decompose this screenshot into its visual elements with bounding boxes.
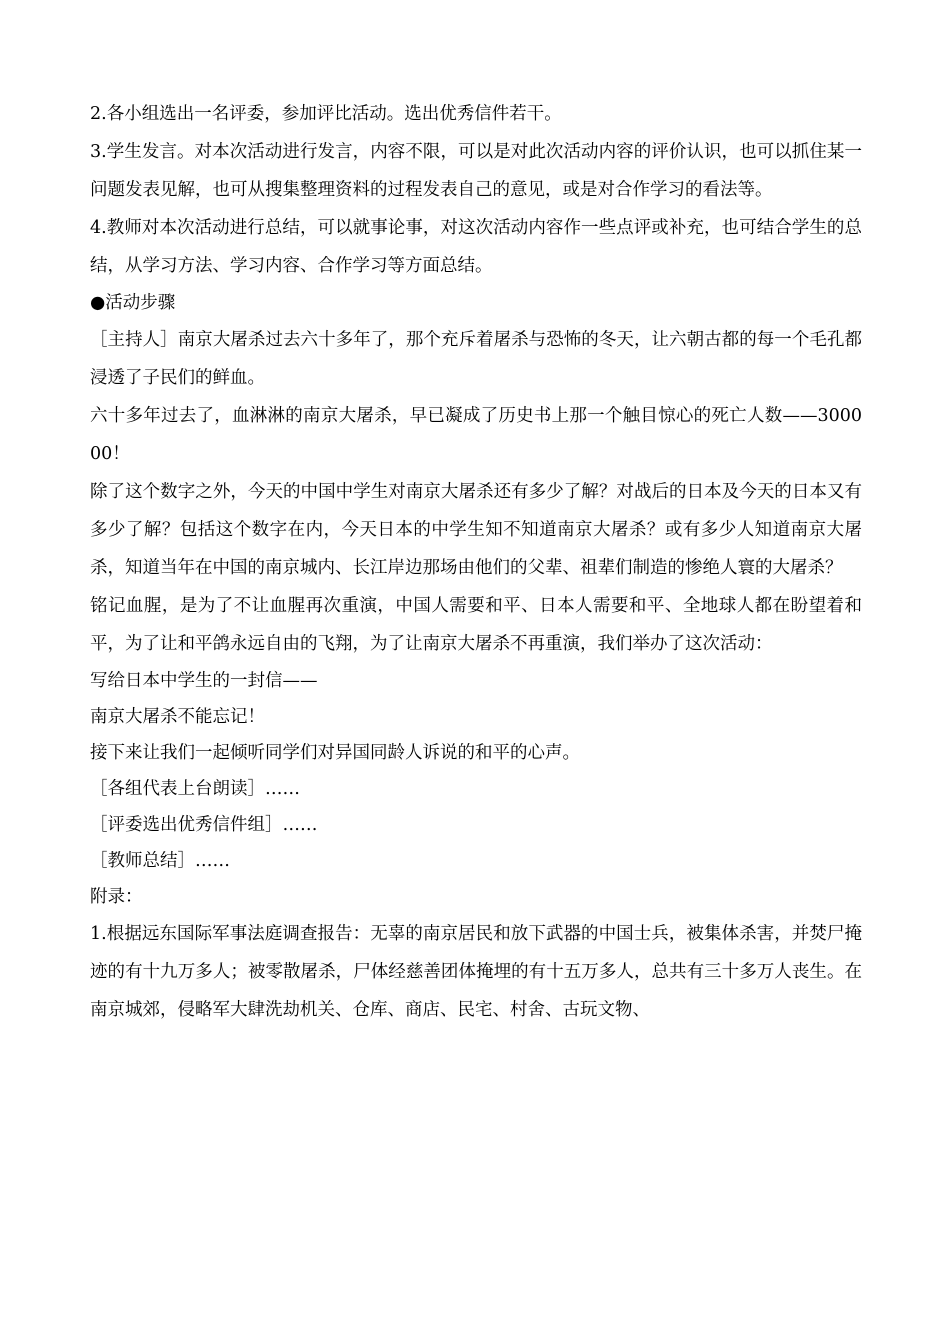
paragraph-never-forget: 南京大屠杀不能忘记！ (90, 707, 265, 727)
paragraph-appendix-1: 1.根据远东国际军事法庭调查报告：无辜的南京居民和放下武器的中国士兵，被集体杀害，并焚尸掩迹的有十九万多人；被零散屠杀，尸体经慈善团体掩埋的有十五万多人，总共有三十多万人丧生。在南京城郊，侵略军大肆洗劫机关、仓库、商店、民宅、村舍、古玩文物、 (90, 924, 862, 1020)
paragraph-listen: 接下来让我们一起倾听同学们对异国同龄人诉说的和平的心声。 (90, 743, 580, 763)
paragraph-teacher-summary: ［教师总结］…… (90, 851, 230, 871)
paragraph-letter-title: 写给日本中学生的一封信—— (90, 671, 318, 691)
paragraph-host-intro: ［主持人］南京大屠杀过去六十多年了，那个充斥着屠杀与恐怖的冬天，让六朝古都的每一个毛孔都浸透了子民们的鲜血。 (90, 330, 862, 388)
paragraph-step-3: 3.学生发言。对本次活动进行发言，内容不限，可以是对此次活动内容的评价认识，也可以抓住某一问题发表见解，也可从搜集整理资料的过程发表自己的意见，或是对合作学习的看法等。 (90, 142, 862, 200)
paragraph-remember: 铭记血腥，是为了不让血腥再次重演，中国人需要和平、日本人需要和平、全地球人都在盼望着和平，为了让和平鸽永远自由的飞翔，为了让南京大屠杀不再重演，我们举办了这次活动： (90, 596, 862, 654)
paragraph-sixty-years: 六十多年过去了，血淋淋的南京大屠杀，早已凝成了历史书上那一个触目惊心的死亡人数——300000！ (90, 406, 862, 464)
paragraph-step-2: 2.各小组选出一名评委，参加评比活动。选出优秀信件若干。 (90, 104, 562, 124)
appendix-heading: 附录： (90, 887, 143, 907)
section-heading-activity-steps: ●活动步骤 (90, 293, 176, 313)
paragraph-step-4: 4.教师对本次活动进行总结，可以就事论事，对这次活动内容作一些点评或补充，也可结合学生的总结，从学习方法、学习内容、合作学习等方面总结。 (90, 218, 862, 276)
document-page (90, 95, 862, 1029)
paragraph-group-reading: ［各组代表上台朗读］…… (90, 779, 300, 799)
paragraph-questions: 除了这个数字之外，今天的中国中学生对南京大屠杀还有多少了解？对战后的日本及今天的日本又有多少了解？包括这个数字在内，今天日本的中学生知不知道南京大屠杀？或有多少人知道南京大屠杀，知道当年在中国的南京城内、长江岸边那场由他们的父辈、祖辈们制造的惨绝人寰的大屠杀？ (90, 482, 862, 578)
paragraph-judges-select: ［评委选出优秀信件组］…… (90, 815, 318, 835)
